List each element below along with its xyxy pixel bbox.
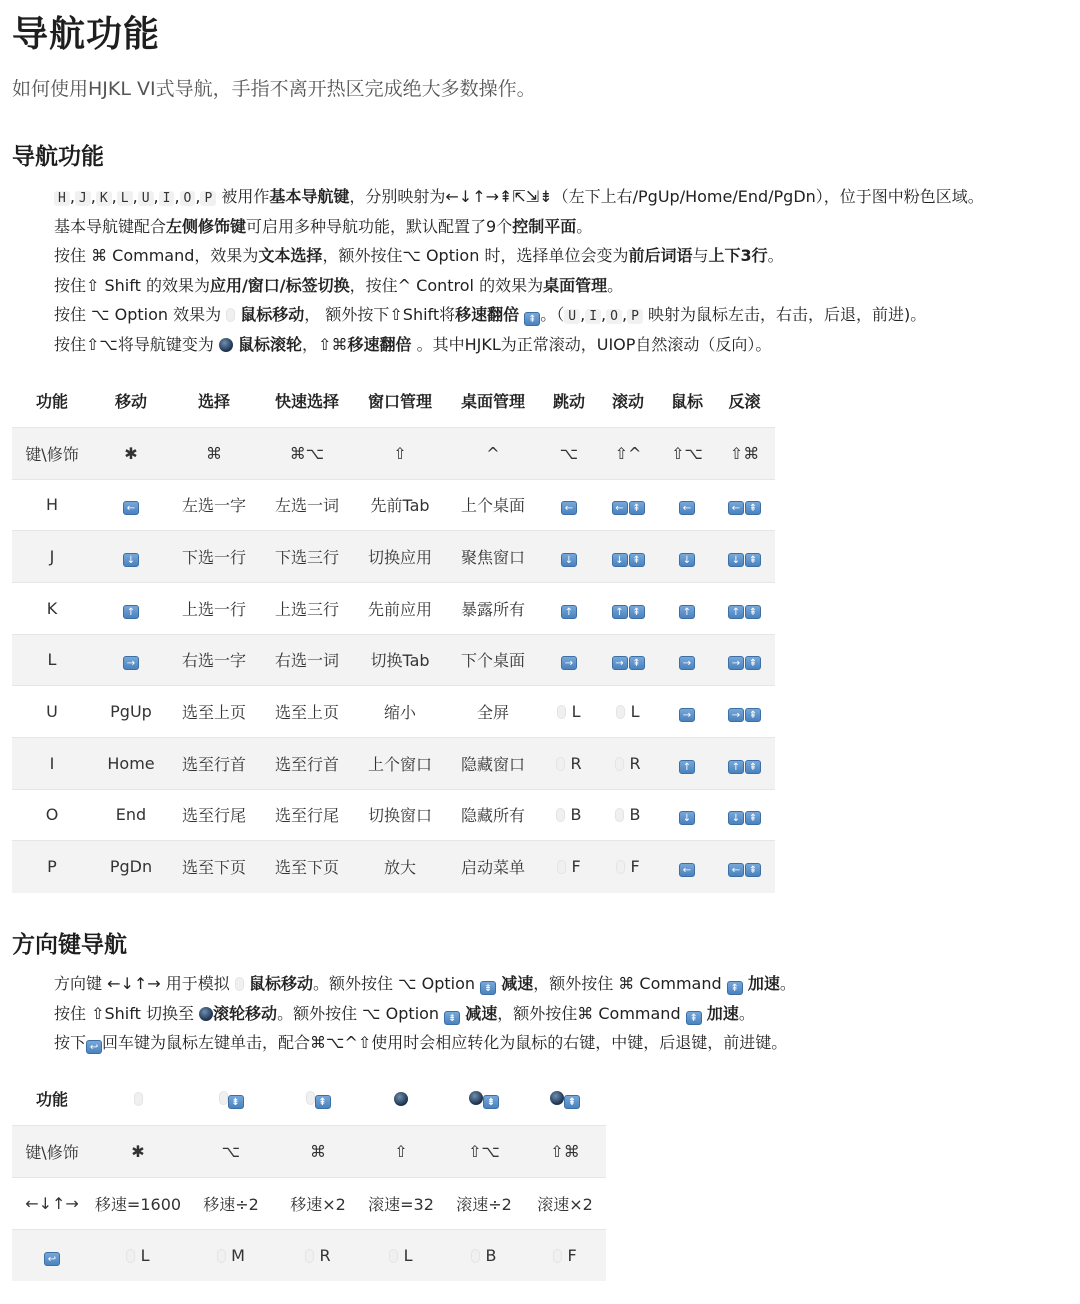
row-key: J [49, 547, 55, 567]
column-header: 桌面管理 [460, 392, 525, 412]
column-header-icon [92, 1073, 184, 1125]
column-header: 窗口管理 [367, 392, 432, 412]
mouse-icon [557, 705, 566, 719]
column-header: 功能 [35, 392, 68, 412]
modifier-cell: 键\修饰 [25, 444, 79, 464]
right-arrow-key-icon: → [679, 708, 695, 722]
scroll-cell: F [596, 841, 660, 893]
mouse-icon [305, 1249, 314, 1263]
speed-cell: 移速÷2 [203, 1194, 259, 1214]
desktop-cell: 全屏 [476, 703, 509, 723]
scroll-cell [596, 531, 660, 583]
mouse-fast-icon: ⇞ [306, 1088, 331, 1107]
speed-up-key-icon: ⇞ [524, 312, 540, 326]
mouse-icon [553, 1249, 562, 1263]
scroll-cell [596, 634, 660, 686]
scroll-cell [596, 479, 660, 531]
modifier-cell: 键\修饰 [25, 1142, 79, 1162]
mouse-cell [660, 737, 714, 789]
column-header-icon [358, 1073, 444, 1125]
table-header-row [12, 375, 775, 427]
mouse-icon [389, 1249, 398, 1263]
jump-cell: L [542, 686, 596, 738]
reverse-scroll-cell [714, 531, 775, 583]
bullet-arrow-mouse: 方向键 ←↓↑→ 用于模拟 鼠标移动。额外按住 ⌥ Option ⇟ 减速，额外按住 ⌘ Command ⇞ 加速。 [54, 969, 1074, 999]
modifier-cell: ⇧^ [614, 443, 642, 463]
jump-cell [542, 634, 596, 686]
desktop-cell: 隐藏窗口 [460, 754, 525, 774]
desktop-cell: 暴露所有 [460, 599, 525, 619]
modifier-cell: ⌥ [559, 443, 579, 463]
column-header: 反滚 [728, 392, 761, 412]
quick-select-cell: 下选三行 [274, 548, 339, 568]
select-cell: 选至下页 [181, 858, 246, 878]
up-arrow-fast-icon: ↑ ⇞ [728, 753, 761, 772]
quick-select-cell: 右选一词 [274, 651, 339, 671]
row-key: K [46, 598, 58, 618]
click-cell: B [444, 1229, 524, 1281]
key-code-p: P [200, 191, 216, 206]
window-cell: 切换窗口 [367, 806, 432, 826]
bullet-arrow-scroll: 按住 ⇧Shift 切换至 滚轮移动。额外按住 ⌥ Option ⇟ 减速，额外按住⌘ Command ⇞ 加速。 [54, 999, 1074, 1029]
arrow-bullet-list [0, 969, 1074, 1058]
column-header: 选择 [197, 392, 230, 412]
mouse-cell [660, 582, 714, 634]
up-arrow-key-icon: ↑ [679, 760, 695, 774]
mouse-cell [660, 531, 714, 583]
column-header-icon [444, 1073, 524, 1125]
select-cell: 选至上页 [181, 703, 246, 723]
modifier-cell: ⇧⌘ [729, 443, 760, 463]
key-code-l: L [117, 191, 133, 206]
reverse-scroll-cell [714, 582, 775, 634]
quick-select-cell: 选至行尾 [274, 806, 339, 826]
column-header-icon [524, 1073, 606, 1125]
table-row [12, 634, 775, 686]
select-cell: 选至行尾 [181, 806, 246, 826]
up-arrow-key-icon: ↑ [561, 605, 577, 619]
key-code-i: I [159, 191, 175, 206]
move-cell: PgDn [109, 857, 153, 877]
window-cell: 缩小 [383, 703, 416, 723]
speed-cell: 移速=1600 [94, 1194, 182, 1214]
select-cell: 左选一字 [181, 496, 246, 516]
desktop-cell: 启动菜单 [460, 858, 525, 878]
column-header-icon [278, 1073, 358, 1125]
window-cell: 放大 [383, 858, 416, 878]
up-arrow-key-icon: ↑ [123, 605, 139, 619]
left-arrow-fast-icon: ← ⇞ [728, 494, 761, 513]
modifier-cell: ⇧ [394, 1141, 408, 1161]
select-cell: 上选一行 [181, 599, 246, 619]
mouse-icon [616, 705, 625, 719]
right-arrow-fast-icon: → ⇞ [612, 649, 645, 668]
left-arrow-key-icon: ← [123, 501, 139, 515]
reverse-scroll-cell [714, 737, 775, 789]
row-key [12, 1229, 92, 1281]
scroll-cell [596, 582, 660, 634]
arrow-table [12, 1073, 606, 1281]
jump-cell [542, 582, 596, 634]
mouse-cell [660, 841, 714, 893]
down-arrow-key-icon: ↓ [123, 553, 139, 567]
column-header: 移动 [114, 392, 147, 412]
reverse-scroll-cell [714, 479, 775, 531]
mouse-slow-icon: ⇟ [219, 1088, 244, 1107]
table-row [12, 737, 775, 789]
select-cell: 选至行首 [181, 754, 246, 774]
modifier-cell: ✱ [124, 443, 138, 463]
window-cell: 上个窗口 [367, 754, 432, 774]
slow-down-key-icon: ⇟ [444, 1011, 460, 1025]
left-arrow-key-icon: ← [679, 501, 695, 515]
scroll-ball-icon [219, 338, 233, 352]
move-cell [92, 479, 170, 531]
key-code-k: K [96, 191, 112, 206]
row-key: P [47, 857, 57, 877]
down-arrow-key-icon: ↓ [561, 553, 577, 567]
window-cell: 先前Tab [370, 496, 430, 516]
up-arrow-fast-icon: ↑ ⇞ [728, 598, 761, 617]
quick-select-cell: 上选三行 [274, 599, 339, 619]
table-header-row [12, 1073, 606, 1125]
click-cell: L [92, 1229, 184, 1281]
modifier-cell: ⌥ [221, 1141, 241, 1161]
scroll-ball-icon [199, 1007, 213, 1021]
speed-up-key-icon: ⇞ [727, 981, 743, 995]
modifier-cell: ⌘ [206, 443, 222, 463]
slow-down-key-icon: ⇟ [480, 981, 496, 995]
mouse-icon [557, 860, 566, 874]
row-key: L [47, 650, 57, 670]
mouse-cell [660, 789, 714, 841]
table-modifier-row [12, 427, 775, 479]
quick-select-cell: 左选一词 [274, 496, 339, 516]
return-key-icon: ↩ [44, 1252, 60, 1266]
mouse-icon [556, 757, 565, 771]
desktop-cell: 上个桌面 [460, 496, 525, 516]
navigation-bullet-list [0, 182, 1074, 359]
speed-cell: 移速×2 [290, 1194, 346, 1214]
right-arrow-key-icon: → [679, 656, 695, 670]
modifier-cell: ⌘ [310, 1141, 326, 1161]
left-arrow-key-icon: ← [561, 501, 577, 515]
up-arrow-fast-icon: ↑ ⇞ [612, 598, 645, 617]
table-row [12, 531, 775, 583]
select-cell: 右选一字 [181, 651, 246, 671]
bullet-basic-keys: H , J , K , L , U , I , O , P 被用作基本导航键，分别映射为←↓↑→⇞⇱⇲⇟（左下上右/PgUp/Home/End/PgDn），位于图中粉色区域。 [54, 182, 1074, 212]
bullet-shift-control: 按住⇧ Shift 的效果为应用/窗口/标签切换，按住^ Control 的效果为桌面管理。 [54, 271, 1074, 301]
down-arrow-fast-icon: ↓ ⇞ [728, 546, 761, 565]
jump-cell [542, 531, 596, 583]
mouse-icon [217, 1249, 226, 1263]
left-arrow-fast-icon: ← ⇞ [612, 494, 645, 513]
right-arrow-fast-icon: → ⇞ [728, 701, 761, 720]
move-cell: PgUp [110, 702, 152, 722]
scroll-ball-icon [394, 1092, 408, 1106]
speed-cell: 滚速×2 [537, 1194, 593, 1214]
scroll-cell: B [596, 789, 660, 841]
bullet-command-select: 按住 ⌘ Command，效果为文本选择，额外按住⌥ Option 时，选择单位会变为前后词语与上下3行。 [54, 241, 1074, 271]
click-cell: F [524, 1229, 606, 1281]
jump-cell [542, 479, 596, 531]
quick-select-cell: 选至行首 [274, 754, 339, 774]
window-cell: 切换Tab [370, 651, 430, 671]
return-key-icon: ↩ [86, 1040, 102, 1054]
move-cell [92, 582, 170, 634]
select-cell: 下选一行 [181, 548, 246, 568]
row-key: O [45, 805, 59, 825]
down-arrow-key-icon: ↓ [679, 811, 695, 825]
table-row [12, 841, 775, 893]
scroll-cell: R [596, 737, 660, 789]
page-title: 导航功能 [12, 14, 161, 55]
table-row [12, 1177, 606, 1229]
scroll-slow-icon: ⇟ [469, 1088, 499, 1107]
mouse-cell [660, 479, 714, 531]
scroll-cell: L [596, 686, 660, 738]
speed-cell: 滚速=32 [368, 1194, 434, 1214]
up-arrow-key-icon: ↑ [679, 605, 695, 619]
speed-cell: 滚速÷2 [456, 1194, 512, 1214]
column-header: 功能 [35, 1090, 68, 1110]
bullet-modifier-keys: 基本导航键配合左侧修饰键可启用多种导航功能，默认配置了9个控制平面。 [54, 212, 1074, 242]
mouse-icon [235, 977, 244, 991]
right-arrow-fast-icon: → ⇞ [728, 649, 761, 668]
click-cell: M [184, 1229, 278, 1281]
move-cell [92, 531, 170, 583]
left-arrow-fast-icon: ← ⇞ [728, 856, 761, 875]
left-arrow-key-icon: ← [679, 863, 695, 877]
speed-cell: ←↓↑→ [25, 1193, 79, 1213]
table-row [12, 789, 775, 841]
modifier-cell: ^ [486, 443, 500, 463]
bullet-enter-click: 按下 ↩ 回车键为鼠标左键单击，配合⌘⌥^⇧使用时会相应转化为鼠标的右键，中键，后退键，前进键。 [54, 1028, 1074, 1058]
mouse-cell [660, 634, 714, 686]
section-heading-navigation: 导航功能 [12, 144, 104, 170]
mouse-icon [616, 860, 625, 874]
right-arrow-key-icon: → [123, 656, 139, 670]
reverse-scroll-cell [714, 634, 775, 686]
bullet-scroll-wheel: 按住⇧⌥将导航键变为 鼠标滚轮，⇧⌘移速翻倍 。其中HJKL为正常滚动，UIOP自然滚动（反向）。 [54, 330, 1074, 360]
scroll-fast-icon: ⇞ [550, 1088, 580, 1107]
column-header: 鼠标 [670, 392, 703, 412]
jump-cell: R [542, 737, 596, 789]
modifier-cell: ⇧⌘ [550, 1141, 580, 1161]
click-cell: L [358, 1229, 444, 1281]
mouse-icon [556, 808, 565, 822]
reverse-scroll-cell [714, 841, 775, 893]
modifier-cell: ⇧⌥ [468, 1141, 500, 1161]
row-key: H [45, 495, 59, 515]
column-header: 跳动 [552, 392, 585, 412]
column-header: 快速选择 [274, 392, 339, 412]
bullet-option-mouse: 按住 ⌥ Option 效果为 鼠标移动， 额外按下⇧Shift将移速翻倍 ⇞ 。（ U , I , O , P 映射为鼠标左击，右击，后退，前进)。 [54, 300, 1074, 330]
modifier-cell: ✱ [131, 1141, 145, 1161]
column-header-icon [184, 1073, 278, 1125]
down-arrow-fast-icon: ↓ ⇞ [728, 804, 761, 823]
down-arrow-fast-icon: ↓ ⇞ [612, 546, 645, 565]
jump-cell: B [542, 789, 596, 841]
mouse-icon [134, 1092, 143, 1106]
mouse-cell [660, 686, 714, 738]
move-cell [92, 634, 170, 686]
desktop-cell: 隐藏所有 [460, 806, 525, 826]
down-arrow-key-icon: ↓ [679, 553, 695, 567]
mouse-icon [615, 757, 624, 771]
mouse-icon [226, 308, 235, 322]
navigation-table [12, 375, 775, 893]
quick-select-cell: 选至下页 [274, 858, 339, 878]
reverse-scroll-cell [714, 789, 775, 841]
key-code-o: O [180, 191, 196, 206]
desktop-cell: 下个桌面 [460, 651, 525, 671]
table-row [12, 1229, 606, 1281]
row-key: U [46, 702, 58, 722]
table-row [12, 479, 775, 531]
mouse-icon [471, 1249, 480, 1263]
table-row [12, 582, 775, 634]
move-cell: End [115, 805, 147, 825]
key-code-j: J [75, 191, 91, 206]
speed-up-key-icon: ⇞ [686, 1011, 702, 1025]
window-cell: 切换应用 [367, 548, 432, 568]
jump-cell: F [542, 841, 596, 893]
modifier-cell: ⇧ [393, 443, 407, 463]
key-code-h: H [54, 191, 70, 206]
mouse-icon [615, 808, 624, 822]
key-code-u: U [138, 191, 154, 206]
row-key: I [49, 753, 55, 773]
page-subtitle: 如何使用HJKL VI式导航，手指不离开热区完成绝大多数操作。 [12, 78, 536, 100]
modifier-cell: ⇧⌥ [671, 443, 703, 463]
table-modifier-row [12, 1125, 606, 1177]
desktop-cell: 聚焦窗口 [460, 548, 525, 568]
reverse-scroll-cell [714, 686, 775, 738]
modifier-cell: ⌘⌥ [289, 443, 325, 463]
click-cell: R [278, 1229, 358, 1281]
section-heading-arrow-navigation: 方向键导航 [12, 932, 127, 958]
right-arrow-key-icon: → [561, 656, 577, 670]
column-header: 滚动 [611, 392, 644, 412]
window-cell: 先前应用 [367, 599, 432, 619]
quick-select-cell: 选至上页 [274, 703, 339, 723]
mouse-icon [126, 1249, 135, 1263]
move-cell: Home [107, 753, 155, 773]
table-row [12, 686, 775, 738]
